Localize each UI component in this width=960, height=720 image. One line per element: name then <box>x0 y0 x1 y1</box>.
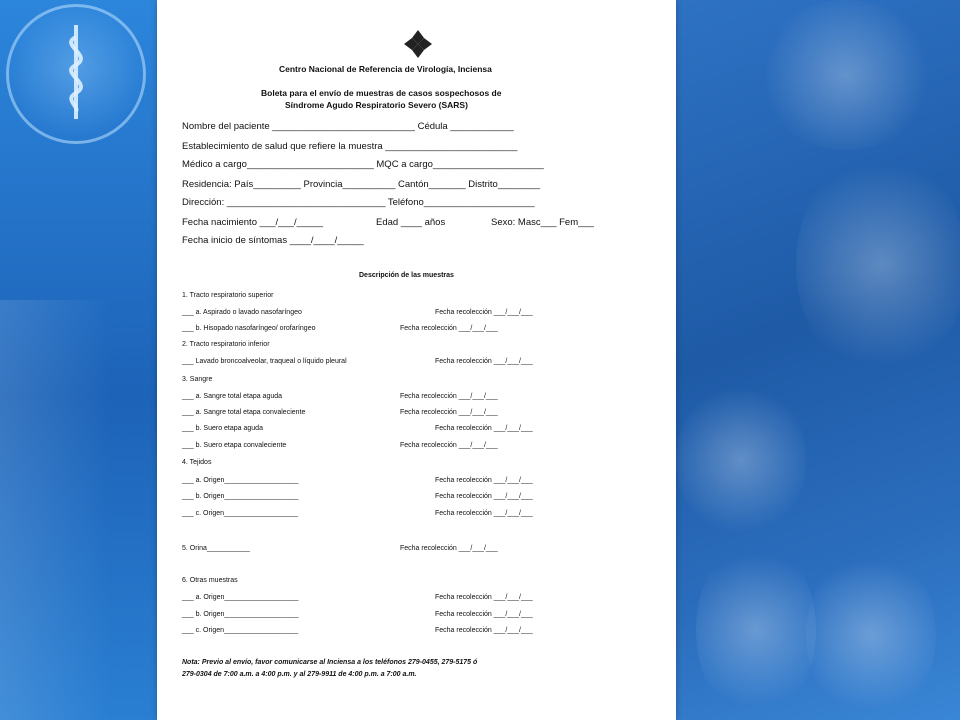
boy-photo-2 <box>806 550 936 720</box>
institution-name: Centro Nacional de Referencia de Virología, Inciensa <box>279 64 492 74</box>
date-6c[interactable]: Fecha recolección ___/___/___ <box>435 627 533 634</box>
note-line2: 279-0304 de 7:00 a.m. a 4:00 p.m. y al 279-9911 de 4:00 p.m. a 7:00 a.m. <box>182 671 417 678</box>
health-facility-field[interactable]: Establecimiento de salud que refiere la muestra _________________________ <box>182 141 518 152</box>
health-workers-photo <box>756 0 936 150</box>
boy-photo <box>696 540 816 720</box>
section-tissues: 4. Tejidos <box>182 459 212 466</box>
left-shade <box>0 300 110 720</box>
sex-field[interactable]: Sexo: Masc___ Fem___ <box>491 217 594 228</box>
sample-3d[interactable]: ___ b. Suero etapa convaleciente <box>182 442 287 449</box>
address-field[interactable]: Dirección: ______________________________ Teléfono_____________________ <box>182 197 535 208</box>
section-blood: 3. Sangre <box>182 376 213 383</box>
date-2a[interactable]: Fecha recolección ___/___/___ <box>435 358 533 365</box>
date-3d[interactable]: Fecha recolección ___/___/___ <box>400 442 498 449</box>
symptom-onset-field[interactable]: Fecha inicio de síntomas ____/____/_____ <box>182 235 364 246</box>
section-urine[interactable]: 5. Orina___________ <box>182 545 250 552</box>
residence-field[interactable]: Residencia: País_________ Provincia__________ Cantón_______ Distrito________ <box>182 179 541 190</box>
doctor-field[interactable]: Médico a cargo________________________ MQC a cargo_____________________ <box>182 159 544 170</box>
inciensa-logo-icon <box>402 28 434 60</box>
age-field[interactable]: Edad ____ años <box>376 217 446 228</box>
sample-6b[interactable]: ___ b. Origen___________________ <box>182 611 299 618</box>
date-1b[interactable]: Fecha recolección ___/___/___ <box>400 325 498 332</box>
section-other: 6. Otras muestras <box>182 577 238 584</box>
sample-1b[interactable]: ___ b. Hisopado nasofaríngeo/ orofaríngeo <box>182 325 316 332</box>
date-5[interactable]: Fecha recolección ___/___/___ <box>400 545 498 552</box>
section-upper-tract: 1. Tracto respiratorio superior <box>182 292 274 299</box>
date-6a[interactable]: Fecha recolección ___/___/___ <box>435 594 533 601</box>
date-3a[interactable]: Fecha recolección ___/___/___ <box>400 393 498 400</box>
sample-6a[interactable]: ___ a. Origen___________________ <box>182 594 299 601</box>
date-3b[interactable]: Fecha recolección ___/___/___ <box>400 409 498 416</box>
patient-name-field[interactable]: Nombre del paciente ___________________________ Cédula ____________ <box>182 121 514 132</box>
who-emblem-logo <box>6 4 146 144</box>
form-title-line1: Boleta para el envío de muestras de casos sospechosos de <box>261 88 502 98</box>
date-1a[interactable]: Fecha recolección ___/___/___ <box>435 309 533 316</box>
form-title-line2: Síndrome Agudo Respiratorio Severo (SARS) <box>285 100 468 110</box>
child-photo <box>676 380 806 540</box>
date-4c[interactable]: Fecha recolección ___/___/___ <box>435 510 533 517</box>
section-lower-tract: 2. Tracto respiratorio inferior <box>182 341 270 348</box>
sample-2a[interactable]: ___ Lavado broncoalveolar, traqueal o líquido pleural <box>182 358 347 365</box>
sample-6c[interactable]: ___ c. Origen___________________ <box>182 627 298 634</box>
sample-4c[interactable]: ___ c. Origen___________________ <box>182 510 298 517</box>
date-4b[interactable]: Fecha recolección ___/___/___ <box>435 493 533 500</box>
left-background-band <box>0 0 157 720</box>
elderly-man-photo <box>796 150 960 380</box>
note-line1: Nota: Previo al envío, favor comunicarse al Inciensa a los teléfonos 279-0455, 279-5175 ó <box>182 659 478 666</box>
right-photo-collage <box>676 0 960 720</box>
sample-3c[interactable]: ___ b. Suero etapa aguda <box>182 425 263 432</box>
sample-4a[interactable]: ___ a. Origen___________________ <box>182 477 299 484</box>
sample-3a[interactable]: ___ a. Sangre total etapa aguda <box>182 393 283 400</box>
sample-1a[interactable]: ___ a. Aspirado o lavado nasofaríngeo <box>182 309 302 316</box>
sample-4b[interactable]: ___ b. Origen___________________ <box>182 493 299 500</box>
sample-3b[interactable]: ___ a. Sangre total etapa convaleciente <box>182 409 306 416</box>
date-3c[interactable]: Fecha recolección ___/___/___ <box>435 425 533 432</box>
date-4a[interactable]: Fecha recolección ___/___/___ <box>435 477 533 484</box>
samples-title: Descripción de las muestras <box>359 272 454 279</box>
date-6b[interactable]: Fecha recolección ___/___/___ <box>435 611 533 618</box>
document-page <box>157 0 676 720</box>
birthdate-field[interactable]: Fecha nacimiento ___/___/_____ <box>182 217 324 228</box>
